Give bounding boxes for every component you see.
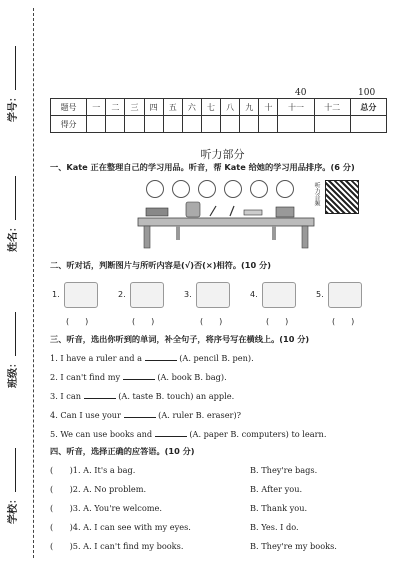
desk-illustration	[136, 198, 316, 250]
score-row-label: 得分	[51, 116, 87, 133]
answer-paren[interactable]: ( )	[200, 317, 223, 326]
score-cell[interactable]	[240, 116, 259, 133]
answer-paren[interactable]: ( )	[132, 317, 155, 326]
score-cell[interactable]	[221, 116, 240, 133]
score-header-cell: 题号	[51, 99, 87, 116]
q3-item	[50, 410, 241, 420]
question-4-prompt: 四、听音，选择正确的应答语。(10 分)	[50, 446, 195, 456]
answer-paren[interactable]: ( )	[332, 317, 355, 326]
q4-option-b[interactable]: B. They're bags.	[250, 465, 318, 475]
answer-circle[interactable]	[198, 180, 216, 198]
score-header-cell: 总分	[350, 99, 386, 116]
score-header-cell: 八	[221, 99, 240, 116]
score-header-cell: 十二	[314, 99, 350, 116]
name-label: 姓名：	[8, 222, 19, 252]
class-label: 班级：	[8, 358, 19, 388]
score-cell[interactable]	[144, 116, 163, 133]
school-field[interactable]	[4, 448, 19, 524]
score-cell[interactable]	[87, 116, 106, 133]
score-header-cell: 七	[201, 99, 220, 116]
score-header-cell: 四	[144, 99, 163, 116]
q4-option-a[interactable]: ( )2. A. No problem.	[50, 484, 147, 494]
q4-option-b[interactable]: B. Yes. I do.	[250, 522, 299, 532]
top-number-right: 100	[358, 88, 376, 98]
answer-blank[interactable]	[124, 417, 156, 418]
q3-item	[50, 429, 326, 439]
top-number-left: 40	[295, 88, 307, 98]
student-number-label: 学号：	[8, 92, 19, 122]
question-2-prompt: 二、听对话，判断图片与所听内容是(√)否(×)相符。(10 分)	[50, 260, 271, 270]
score-table	[50, 98, 387, 133]
q4-option-b[interactable]: B. They're my books.	[250, 541, 337, 551]
q3-item-options: (A. taste B. touch) an apple.	[118, 391, 235, 401]
exam-content	[50, 0, 395, 566]
score-header-cell: 一	[87, 99, 106, 116]
picture-number: 3.	[184, 290, 192, 299]
question-3-prompt: 三、听音，选出你听到的单词，补全句子，将序号写在横线上。(10 分)	[50, 334, 310, 344]
q3-item-text: 2. I can't find my	[50, 372, 121, 382]
books-picture-icon	[262, 282, 296, 308]
score-header-cell: 五	[163, 99, 182, 116]
question-1-prompt: 一、Kate 正在整理自己的学习用品。听音，帮 Kate 给她的学习用品排序。(6 分)	[50, 162, 355, 172]
answer-circle[interactable]	[276, 180, 294, 198]
score-cell[interactable]	[278, 116, 314, 133]
picture-number: 1.	[52, 290, 60, 299]
panda-picture-icon	[130, 282, 164, 308]
score-header-cell: 九	[240, 99, 259, 116]
score-cell[interactable]	[259, 116, 278, 133]
q4-option-b[interactable]: B. After you.	[250, 484, 303, 494]
answer-blank[interactable]	[145, 360, 177, 361]
q4-option-b[interactable]: B. Thank you.	[250, 503, 308, 513]
score-header-cell: 六	[182, 99, 201, 116]
score-cell[interactable]	[125, 116, 144, 133]
q3-item	[50, 353, 254, 363]
hand-picture-icon	[196, 282, 230, 308]
q4-option-a[interactable]: ( )1. A. It's a bag.	[50, 465, 136, 475]
q3-item-options: (A. pencil B. pen).	[179, 353, 254, 363]
q3-item-options: (A. paper B. computers) to learn.	[189, 429, 327, 439]
qr-label: 听力音频	[313, 182, 320, 206]
answer-circle[interactable]	[172, 180, 190, 198]
score-table-header-row	[51, 99, 387, 116]
binding-margin	[0, 0, 44, 566]
answer-paren[interactable]: ( )	[66, 317, 89, 326]
school-label: 学校：	[8, 494, 19, 524]
answer-paren[interactable]: ( )	[266, 317, 289, 326]
score-cell[interactable]	[163, 116, 182, 133]
score-table-score-row	[51, 116, 387, 133]
score-cell[interactable]	[314, 116, 350, 133]
score-cell[interactable]	[350, 116, 386, 133]
q3-item-options: (A. book B. bag).	[157, 372, 227, 382]
student-number-field[interactable]	[4, 46, 19, 122]
q3-item-text: 3. I can	[50, 391, 81, 401]
answer-circle[interactable]	[250, 180, 268, 198]
q3-item-text: 4. Can I use your	[50, 410, 121, 420]
answer-blank[interactable]	[155, 436, 187, 437]
kids-picture-icon	[64, 282, 98, 308]
q4-option-a[interactable]: ( )3. A. You're welcome.	[50, 503, 163, 513]
score-header-cell: 三	[125, 99, 144, 116]
answer-circle[interactable]	[146, 180, 164, 198]
cut-line	[33, 8, 34, 558]
q3-item	[50, 372, 227, 382]
score-cell[interactable]	[201, 116, 220, 133]
answer-blank[interactable]	[84, 398, 116, 399]
children-picture-icon	[328, 282, 362, 308]
q4-option-a[interactable]: ( )5. A. I can't find my books.	[50, 541, 184, 551]
q3-item-text: 1. I have a ruler and a	[50, 353, 143, 363]
picture-number: 2.	[118, 290, 126, 299]
q3-item-options: (A. ruler B. eraser)?	[158, 410, 242, 420]
score-cell[interactable]	[182, 116, 201, 133]
section-title: 听力部分	[200, 148, 245, 161]
name-field[interactable]	[4, 176, 19, 252]
class-field[interactable]	[4, 312, 19, 388]
score-header-cell: 十一	[278, 99, 314, 116]
answer-blank[interactable]	[123, 379, 155, 380]
score-header-cell: 十	[259, 99, 278, 116]
q3-item	[50, 391, 234, 401]
q3-item-text: 5. We can use books and	[50, 429, 153, 439]
answer-circle[interactable]	[224, 180, 242, 198]
score-cell[interactable]	[106, 116, 125, 133]
picture-number: 4.	[250, 290, 258, 299]
q4-option-a[interactable]: ( )4. A. I can see with my eyes.	[50, 522, 191, 532]
picture-number: 5.	[316, 290, 324, 299]
qr-code-icon[interactable]	[325, 180, 359, 214]
score-header-cell: 二	[106, 99, 125, 116]
